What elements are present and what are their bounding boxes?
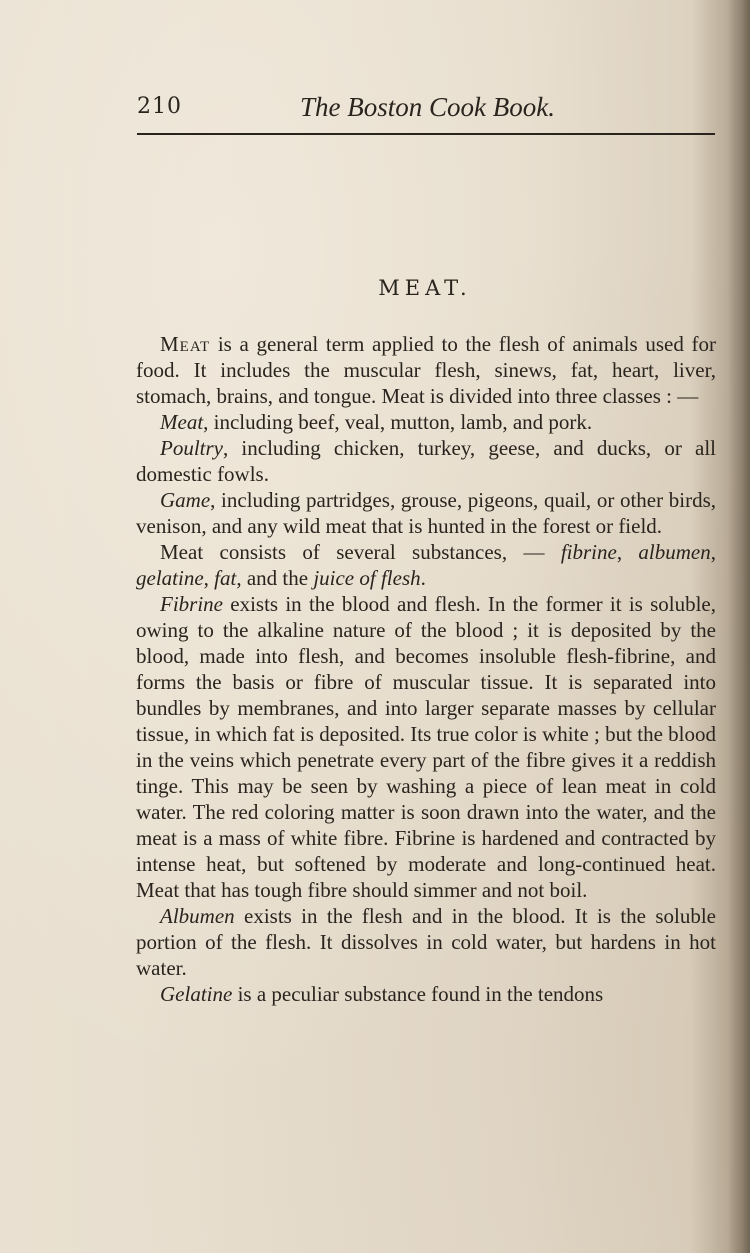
- paragraph-game-class: [136, 487, 716, 539]
- term: juice of flesh: [313, 566, 421, 590]
- paragraph-intro: [136, 331, 716, 409]
- separator: , and the: [236, 566, 314, 590]
- separator: ,: [710, 540, 716, 564]
- paragraph-text: , including beef, veal, mutton, lamb, and pork.: [203, 410, 593, 434]
- page-header: [137, 94, 715, 126]
- term: Fibrine: [160, 592, 223, 616]
- separator: ,: [203, 566, 215, 590]
- separator: ,: [616, 540, 639, 564]
- separator: .: [420, 566, 426, 590]
- term: gelatine: [136, 566, 204, 590]
- paragraph-text: is a peculiar substance found in the tendons: [232, 982, 604, 1006]
- term: fat: [214, 566, 237, 590]
- paragraph-gelatine: [136, 981, 716, 1007]
- chapter-title: MEAT.: [378, 276, 472, 300]
- term: fibrine: [560, 540, 617, 564]
- term: Albumen: [160, 904, 235, 928]
- paragraph-text: exists in the blood and flesh. In the former it is soluble, owing to the alkaline nature of the blood ; it is deposited by the blood, made into flesh, and becomes insoluble flesh-fibrine, and forms the basis or fibre of muscular tissue. It is separated into bundles by membranes, and into larger separate masses by cellular tissue, in which fat is deposited. Its true color is white ; but the blood in the veins which penetrate every part of the fibre gives it a reddish tinge. This may be seen by washing a piece of lean meat in cold water. The red coloring matter is soon drawn into the water, and the meat is a mass of white fibre. Fibrine is hardened and contracted by intense heat, but softened by moderate and long-continued heat. Meat that has tough fibre should simmer and not boil.: [136, 592, 716, 902]
- paragraph-meat-class: [136, 409, 716, 435]
- paragraph-text: Meat consists of several substances, —: [160, 540, 561, 564]
- term: Gelatine: [160, 982, 233, 1006]
- paragraph-poultry-class: [136, 435, 716, 487]
- header-rule: [137, 133, 715, 135]
- term: Game: [160, 488, 211, 512]
- running-title: The Boston Cook Book.: [300, 92, 555, 122]
- term: albumen: [638, 540, 711, 564]
- paragraph-text: exists in the flesh and in the blood. It is the soluble portion of the flesh. It dissolves in cold water, but hardens in hot water.: [136, 904, 716, 980]
- paragraph-text: is a general term applied to the flesh of animals used for food. It includes the muscular flesh, sinews, fat, heart, liver, stomach, brains, and tongue. Meat is divided into three classes : —: [136, 332, 716, 408]
- page-edge-shadow: [728, 0, 750, 1253]
- lead-word: Meat: [160, 332, 211, 356]
- paragraph-fibrine: [136, 591, 716, 903]
- paragraph-text: , including chicken, turkey, geese, and ducks, or all domestic fowls.: [136, 436, 716, 486]
- page-number: 210: [137, 94, 182, 119]
- body-text: [136, 331, 716, 1007]
- term: Poultry: [160, 436, 223, 460]
- paragraph-text: , including partridges, grouse, pigeons, quail, or other birds, venison, and any wild meat that is hunted in the forest or field.: [136, 488, 716, 538]
- paragraph-albumen: [136, 903, 716, 981]
- paragraph-substances: [136, 539, 716, 591]
- term: Meat: [160, 410, 204, 434]
